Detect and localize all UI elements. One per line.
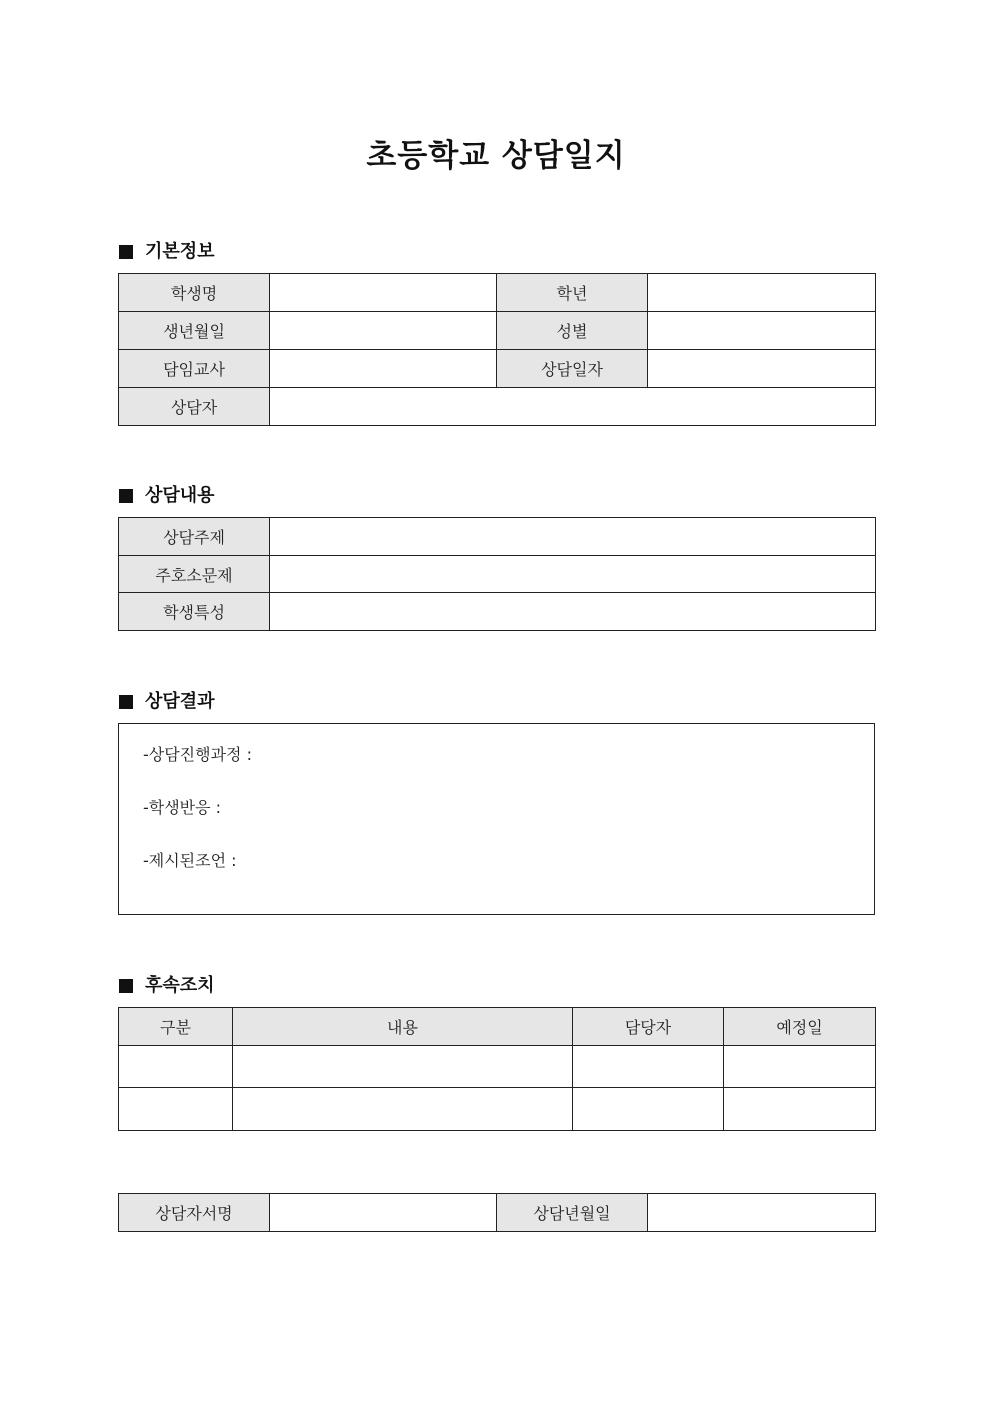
followup-date-cell[interactable] (724, 1046, 876, 1088)
label-homeroom-teacher: 담임교사 (119, 350, 270, 388)
label-counsel-year-month-day: 상담년월일 (497, 1194, 648, 1232)
counsel-year-month-day-field[interactable] (648, 1194, 876, 1232)
followup-category-cell[interactable] (119, 1046, 233, 1088)
section-title-basic: 기본정보 (145, 241, 215, 262)
section-heading-followup (119, 975, 215, 997)
followup-date-cell[interactable] (724, 1088, 876, 1131)
label-gender: 성별 (497, 312, 648, 350)
section-title-content: 상담내용 (145, 485, 215, 506)
counsel-content-table (118, 517, 876, 631)
student-name-field[interactable] (270, 274, 497, 312)
square-bullet-icon (119, 245, 133, 259)
main-complaint-field[interactable] (270, 556, 876, 593)
table-row (119, 1046, 876, 1088)
header-due-date: 예정일 (724, 1008, 876, 1046)
page-title: 초등학교 상담일지 (366, 138, 626, 174)
section-heading-result (119, 691, 215, 713)
square-bullet-icon (119, 695, 133, 709)
topic-field[interactable] (270, 518, 876, 556)
followup-person-cell[interactable] (573, 1046, 724, 1088)
counselor-signature-field[interactable] (270, 1194, 497, 1232)
followup-table (118, 1007, 876, 1131)
section-heading-content (119, 485, 215, 507)
label-main-complaint: 주호소문제 (119, 556, 270, 593)
counsel-date-field[interactable] (648, 350, 876, 388)
header-content: 내용 (233, 1008, 573, 1046)
section-title-result: 상담결과 (145, 691, 215, 712)
result-advice-line: -제시된조언 : (143, 851, 237, 870)
result-reaction-line: -학생반응 : (143, 798, 222, 817)
gender-field[interactable] (648, 312, 876, 350)
label-counselor-signature: 상담자서명 (119, 1194, 270, 1232)
birth-date-field[interactable] (270, 312, 497, 350)
signature-table (118, 1193, 876, 1232)
student-traits-field[interactable] (270, 593, 876, 631)
counselor-field[interactable] (270, 388, 876, 426)
label-grade: 학년 (497, 274, 648, 312)
square-bullet-icon (119, 489, 133, 503)
label-counselor: 상담자 (119, 388, 270, 426)
label-student-name: 학생명 (119, 274, 270, 312)
header-person-in-charge: 담당자 (573, 1008, 724, 1046)
followup-content-cell[interactable] (233, 1046, 573, 1088)
section-heading-basic (119, 241, 215, 263)
label-counsel-date: 상담일자 (497, 350, 648, 388)
followup-person-cell[interactable] (573, 1088, 724, 1131)
label-topic: 상담주제 (119, 518, 270, 556)
basic-info-table (118, 273, 876, 426)
table-row (119, 1088, 876, 1131)
grade-field[interactable] (648, 274, 876, 312)
label-student-traits: 학생특성 (119, 593, 270, 631)
counsel-result-box[interactable] (118, 723, 875, 915)
homeroom-teacher-field[interactable] (270, 350, 497, 388)
header-category: 구분 (119, 1008, 233, 1046)
followup-content-cell[interactable] (233, 1088, 573, 1131)
followup-category-cell[interactable] (119, 1088, 233, 1131)
section-title-followup: 후속조치 (145, 975, 215, 996)
result-process-line: -상담진행과정 : (143, 745, 252, 764)
square-bullet-icon (119, 979, 133, 993)
label-birth-date: 생년월일 (119, 312, 270, 350)
